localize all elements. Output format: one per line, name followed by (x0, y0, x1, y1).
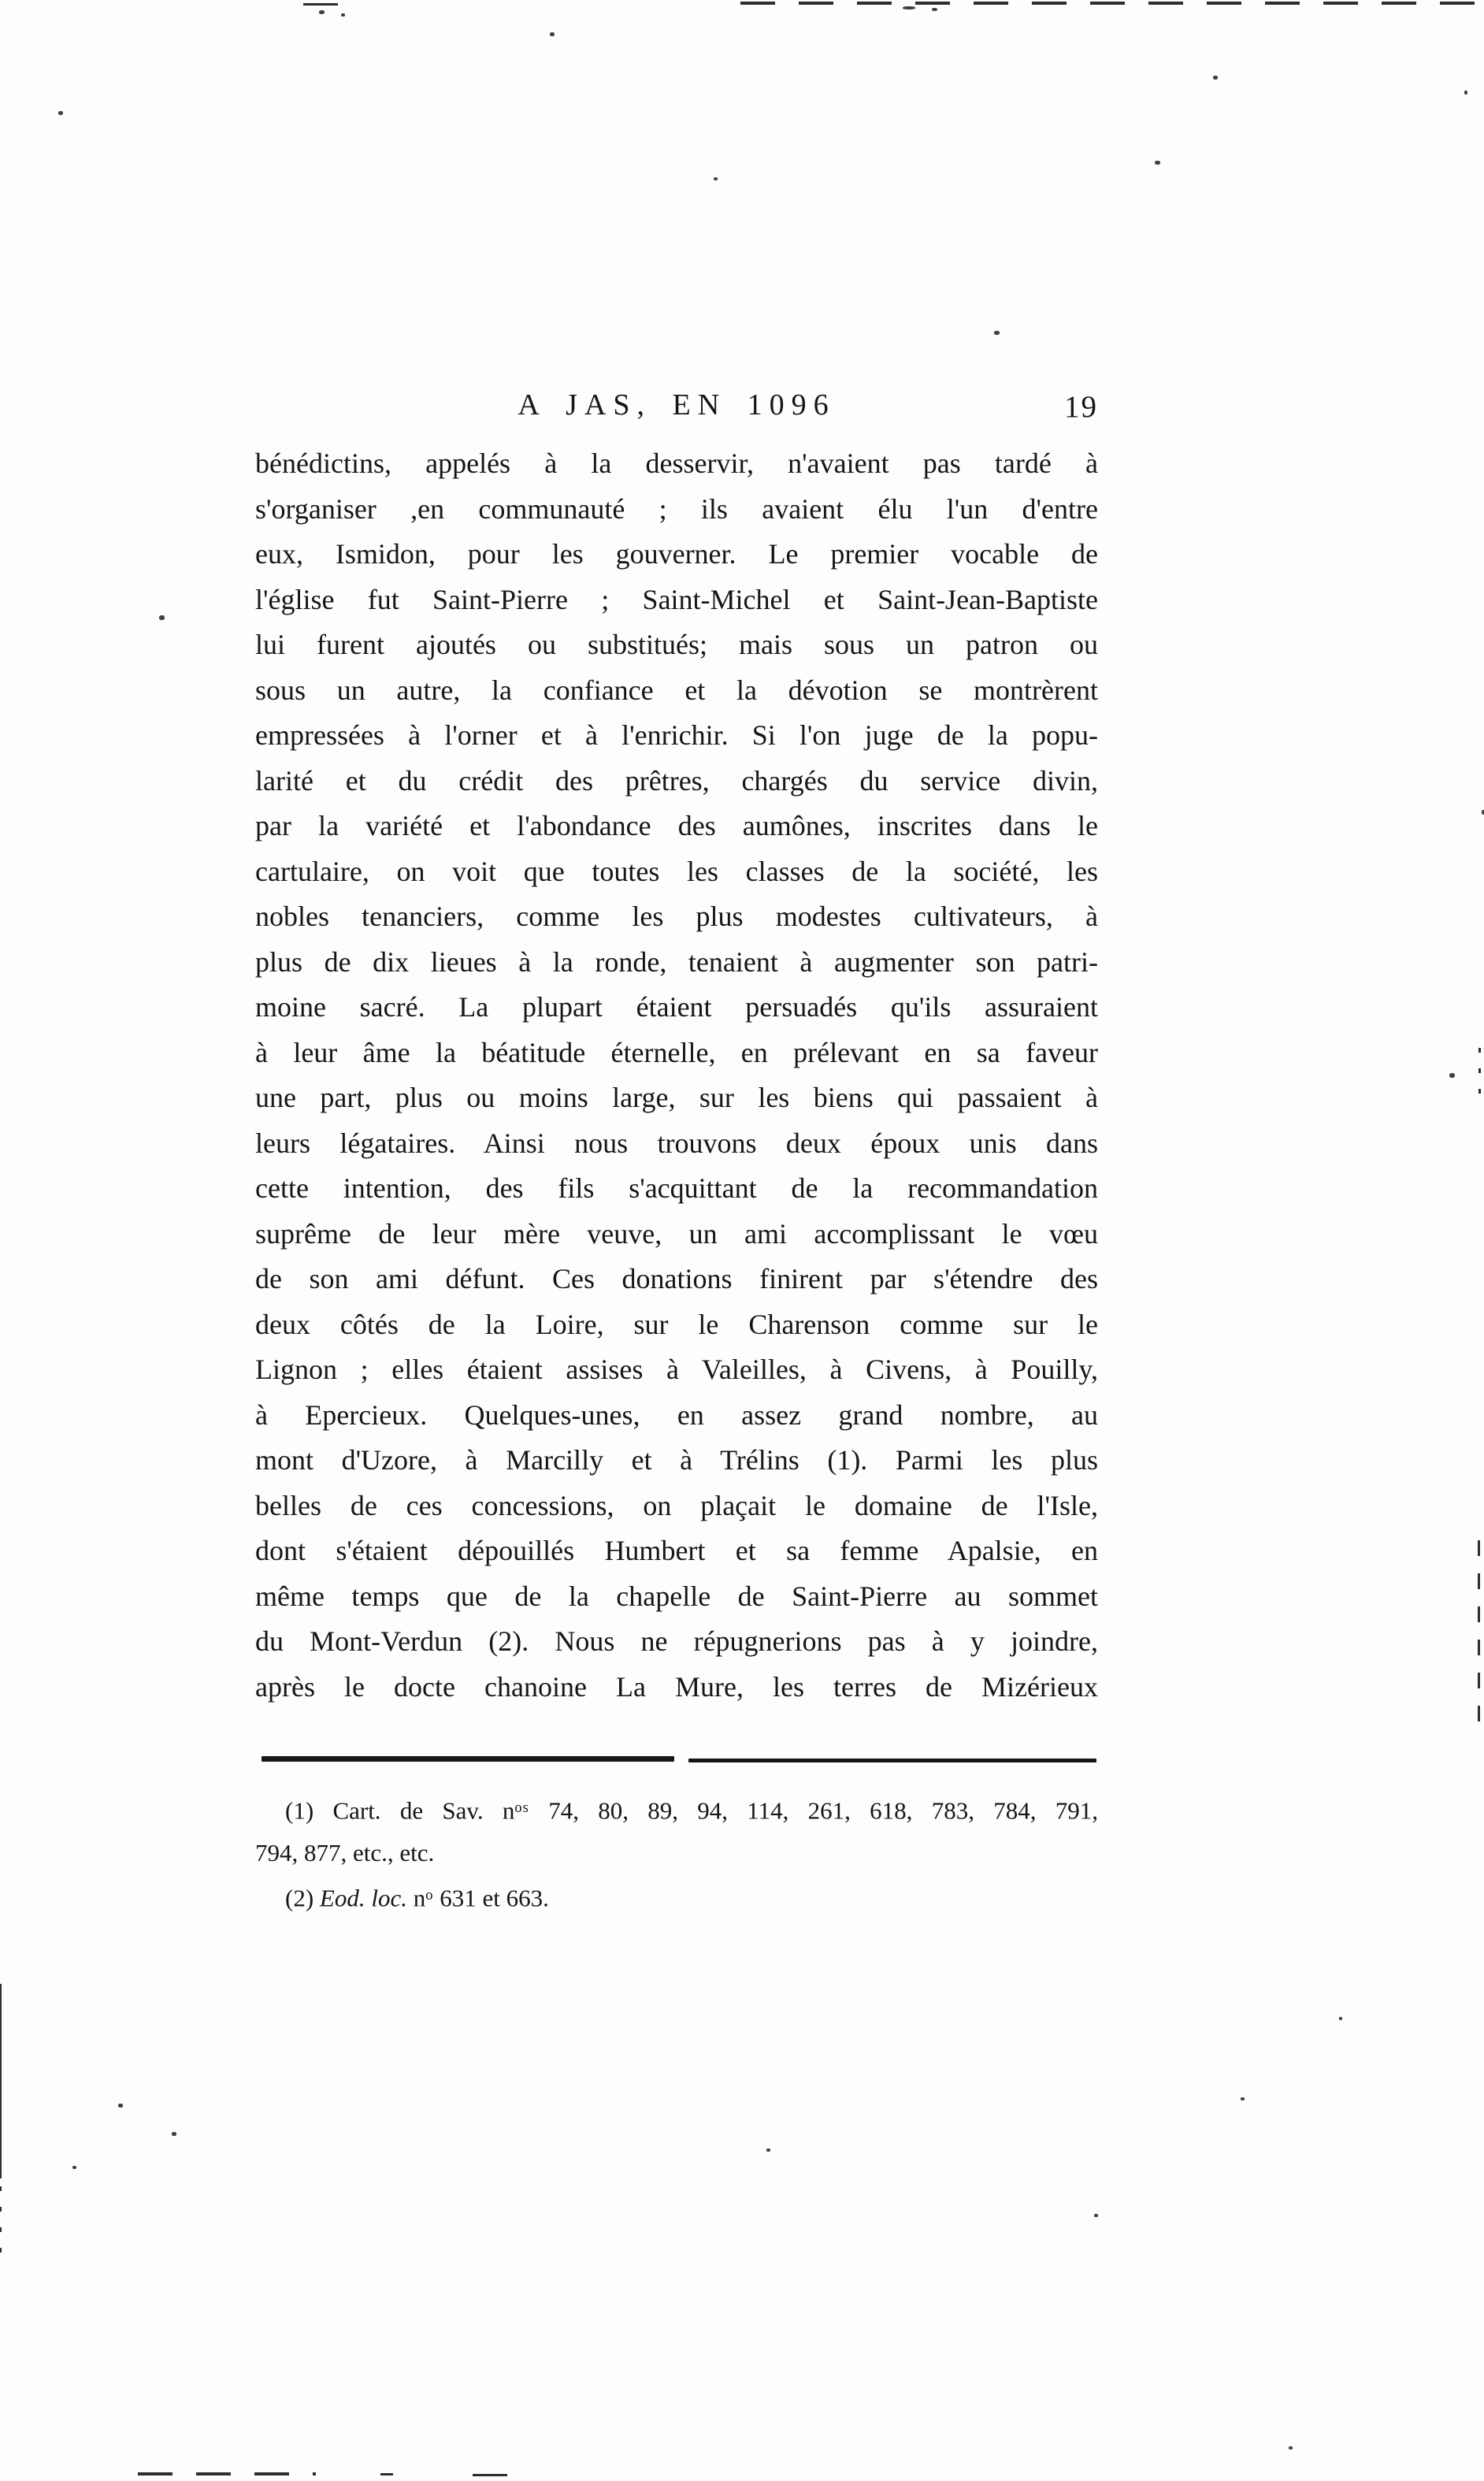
scan-speck (319, 10, 325, 14)
text-line: plus de dix lieues à la ronde, tenaient à augmenter son patri- (255, 945, 1098, 978)
scan-speck (994, 331, 1000, 335)
text-line: empressées à l'orner et à l'enrichir. Si l'on juge de la popu- (255, 719, 1098, 751)
scan-speck (903, 6, 915, 9)
footnote-rule-right (688, 1759, 1096, 1762)
footnote-2-work: Eod. loc. (319, 1884, 407, 1912)
body-text (255, 441, 1098, 1710)
text-line: l'église fut Saint-Pierre ; Saint-Michel et Saint-Jean-Baptiste (255, 583, 1098, 615)
scan-speck (1155, 161, 1160, 165)
text-line: eux, Ismidon, pour les gouverner. Le premier vocable de (255, 538, 1098, 570)
scan-speck (172, 2132, 176, 2136)
text-line: de son ami défunt. Ces donations finirent par s'étendre des (255, 1263, 1098, 1294)
text-line: larité et du crédit des prêtres, chargés du service divin, (255, 764, 1098, 797)
footnote-2-superscript: o (425, 1887, 434, 1904)
scan-edge-mark (1478, 1540, 1480, 1725)
scan-speck (159, 615, 165, 620)
header-title: A JAS, EN 1096 (518, 388, 836, 422)
scan-edge-mark (138, 2472, 316, 2475)
footnote-1-continued: 794, 877, etc., etc. (255, 1839, 435, 1867)
text-line: une part, plus ou moins large, sur les biens qui passaient à (255, 1082, 1098, 1113)
text-line: s'organiser ,en communauté ; ils avaient élu l'un d'entre (255, 492, 1098, 525)
scan-speck (58, 111, 63, 115)
text-line: leurs légataires. Ainsi nous trouvons deux époux unis dans (255, 1127, 1098, 1159)
text-line: sous un autre, la confiance et la dévotion se montrèrent (255, 674, 1098, 706)
scan-speck (1094, 2214, 1098, 2217)
scan-speck (932, 8, 937, 11)
scan-speck (118, 2104, 123, 2108)
scan-speck (1213, 76, 1218, 80)
scan-edge-mark (0, 2186, 2, 2256)
scan-speck (1339, 2017, 1342, 2020)
running-header (255, 388, 1098, 427)
scan-speck (341, 13, 345, 17)
text-line: à Epercieux. Quelques-unes, en assez grand nombre, au (255, 1398, 1098, 1431)
scan-speck (550, 32, 555, 36)
scan-edge-mark (0, 1984, 2, 2178)
footnote-2-numbers: 631 et 663. (440, 1884, 549, 1912)
text-line: dont s'étaient dépouillés Humbert et sa femme Apalsie, en (255, 1535, 1098, 1566)
scan-speck (1289, 2446, 1293, 2449)
footnote-1-numbers: 74, 80, 89, 94, 114, 261, 618, 783, 784, 791, (548, 1796, 1099, 1825)
text-line: après le docte chanoine La Mure, les terres de Mizérieux (255, 1670, 1098, 1703)
scan-speck (714, 177, 718, 180)
text-line: nobles tenanciers, comme les plus modestes cultivateurs, à (255, 901, 1098, 932)
text-line: belles de ces concessions, on plaçait le domaine de l'Isle, (255, 1489, 1098, 1521)
text-line: même temps que de la chapelle de Saint-Pierre au sommet (255, 1580, 1098, 1612)
footnote-2-text: n (413, 1884, 426, 1912)
footnote-1-superscript: os (514, 1799, 529, 1816)
footnote-1-marker: (1) (285, 1796, 314, 1825)
footnotes (255, 1787, 1098, 1920)
text-line: cartulaire, on voit que toutes les classes de la société, les (255, 855, 1098, 887)
footnote-rule-left (262, 1756, 674, 1762)
text-line: moine sacré. La plupart étaient persuadés qu'ils assuraient (255, 991, 1098, 1023)
text-line: par la variété et l'abondance des aumônes, inscrites dans le (255, 810, 1098, 841)
text-line: bénédictins, appelés à la desservir, n'avaient pas tardé à (255, 448, 1098, 479)
scan-speck (1464, 91, 1467, 95)
text-line: cette intention, des fils s'acquittant de la recommandation (255, 1172, 1098, 1204)
scan-speck (72, 2166, 76, 2169)
footnote-1-text: Cart. de Sav. n (332, 1796, 515, 1825)
footnote-2 (255, 1874, 1098, 1919)
scan-speck (1449, 1073, 1455, 1078)
text-line: mont d'Uzore, à Marcilly et à Trélins (1). Parmi les plus (255, 1444, 1098, 1476)
text-line: Lignon ; elles étaient assises à Valeilles, à Civens, à Pouilly, (255, 1354, 1098, 1385)
scan-speck (766, 2149, 770, 2152)
scan-edge-mark (303, 3, 344, 6)
text-line: à leur âme la béatitude éternelle, en prélevant en sa faveur (255, 1036, 1098, 1068)
text-line: suprême de leur mère veuve, un ami accomplissant le vœu (255, 1217, 1098, 1250)
text-line: du Mont-Verdun (2). Nous ne répugnerions pas à y joindre, (255, 1625, 1098, 1657)
scan-speck (1241, 2097, 1245, 2100)
scan-edge-mark (1478, 1048, 1481, 1100)
scan-edge-mark (473, 2474, 520, 2476)
text-line: lui furent ajoutés ou substitués; mais sous un patron ou (255, 629, 1098, 660)
scan-edge-mark (740, 2, 1484, 5)
footnote-2-marker: (2) (285, 1884, 314, 1912)
scan-edge-mark (380, 2473, 393, 2475)
footnote-1 (255, 1787, 1098, 1832)
page-number: 19 (1064, 390, 1098, 424)
text-line: deux côtés de la Loire, sur le Charenson comme sur le (255, 1308, 1098, 1340)
